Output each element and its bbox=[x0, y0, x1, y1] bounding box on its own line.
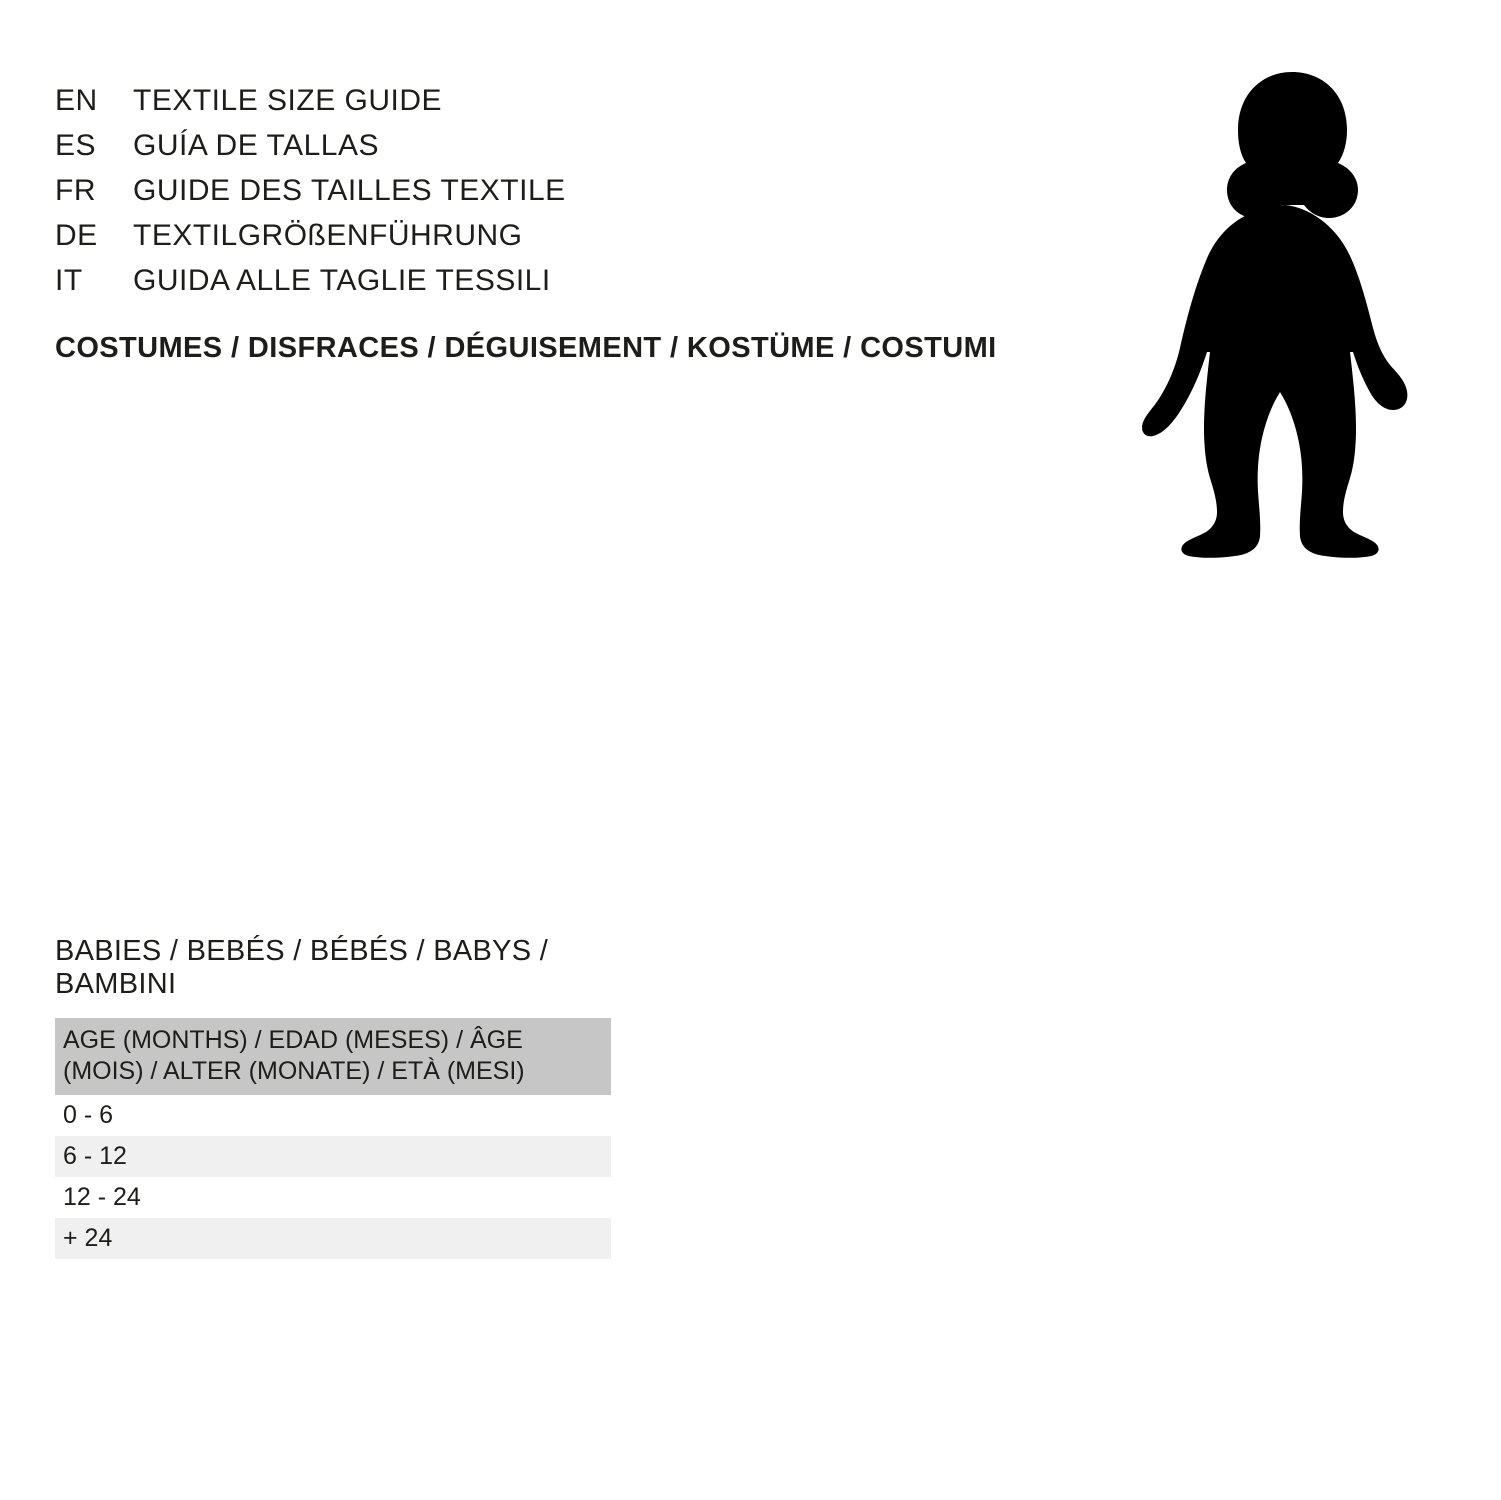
language-code-es: ES bbox=[55, 129, 97, 162]
size-table-section bbox=[55, 935, 615, 1259]
language-row-de bbox=[55, 213, 955, 258]
language-list bbox=[55, 78, 955, 303]
table-row bbox=[55, 1095, 611, 1136]
category-line: COSTUMES / DISFRACES / DÉGUISEMENT / KOSTÜME / COSTUMI bbox=[55, 332, 997, 364]
size-table bbox=[55, 1018, 611, 1259]
language-row-es bbox=[55, 123, 955, 168]
table-row bbox=[55, 1136, 611, 1177]
table-row bbox=[55, 1177, 611, 1218]
language-text-es: GUÍA DE TALLAS bbox=[133, 129, 379, 162]
baby-silhouette-icon bbox=[1100, 60, 1460, 560]
size-table-title: BABIES / BEBÉS / BÉBÉS / BABYS / BAMBINI bbox=[55, 935, 549, 1000]
table-cell-age: 12 - 24 bbox=[55, 1177, 611, 1218]
language-text-fr: GUIDE DES TAILLES TEXTILE bbox=[133, 174, 566, 207]
language-text-en: TEXTILE SIZE GUIDE bbox=[133, 84, 443, 117]
table-row bbox=[55, 1218, 611, 1259]
language-code-it: IT bbox=[55, 264, 83, 297]
language-code-en: EN bbox=[55, 84, 98, 117]
table-header-row bbox=[55, 1018, 611, 1095]
language-code-de: DE bbox=[55, 219, 98, 252]
table-cell-age: 6 - 12 bbox=[55, 1136, 611, 1177]
language-text-it: GUIDA ALLE TAGLIE TESSILI bbox=[133, 264, 551, 297]
language-text-de: TEXTILGRÖßENFÜHRUNG bbox=[133, 219, 523, 252]
table-cell-age: 0 - 6 bbox=[55, 1095, 611, 1136]
table-cell-age: + 24 bbox=[55, 1218, 611, 1259]
table-header-age: AGE (MONTHS) / EDAD (MESES) / ÂGE (MOIS) / ALTER (MONATE) / ETÀ (MESI) bbox=[55, 1018, 611, 1095]
language-row-fr bbox=[55, 168, 955, 213]
language-row-it bbox=[55, 258, 955, 303]
language-code-fr: FR bbox=[55, 174, 96, 207]
language-row-en bbox=[55, 78, 955, 123]
